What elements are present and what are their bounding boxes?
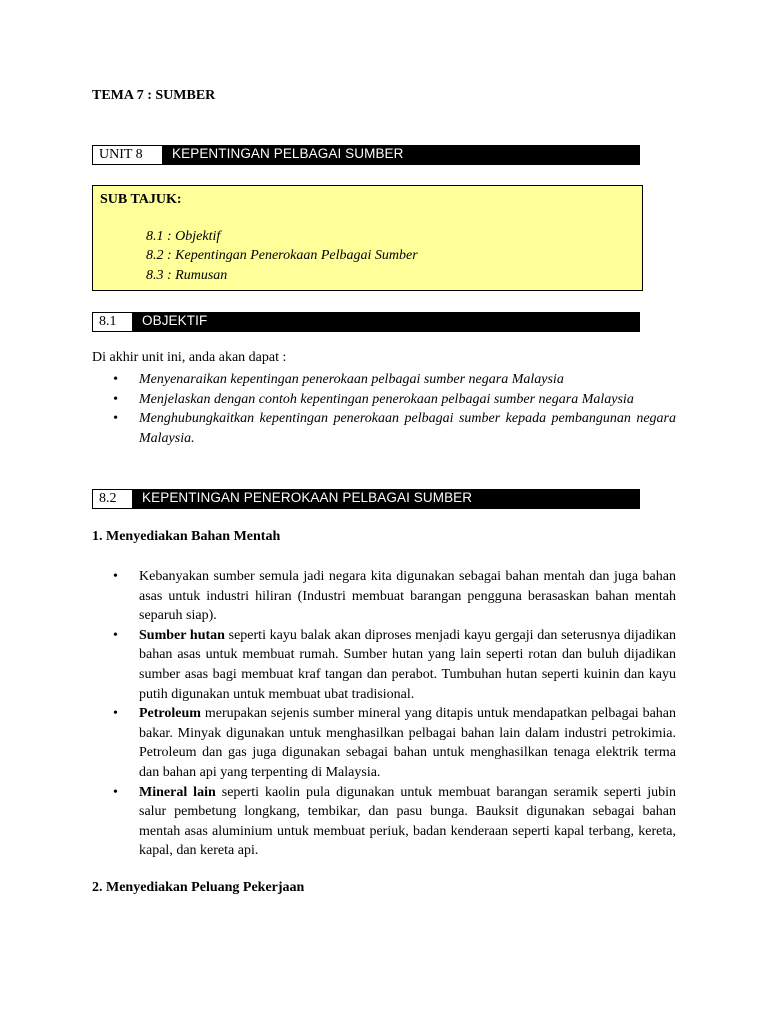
- unit-header-bar: [92, 145, 640, 165]
- point-text: Kebanyakan sumber semula jadi negara kita digunakan sebagai bahan mentah dan juga bahan asas untuk industri hiliran (Industri membuat barangan pengguna berasaskan bahan mentah separuh siap).: [139, 569, 676, 624]
- bullet-icon: •: [113, 784, 118, 800]
- subheading-job-opportunities: 2. Menyediakan Peluang Pekerjaan: [92, 880, 305, 895]
- point-keyword: Petroleum: [139, 706, 201, 722]
- section-number: 8.2: [92, 489, 133, 509]
- unit-number: UNIT 8: [92, 145, 163, 165]
- raw-materials-list: [92, 567, 676, 861]
- unit-title: KEPENTINGAN PELBAGAI SUMBER: [172, 146, 404, 161]
- sub-topic-item: 8.3 : Rumusan: [146, 268, 228, 283]
- section-title: KEPENTINGAN PENEROKAAN PELBAGAI SUMBER: [142, 490, 473, 505]
- list-item: [92, 626, 676, 704]
- point-text: seperti kayu balak akan diproses menjadi kayu gergaji dan seterusnya dijadikan bahan asas untuk membuat rumah. Sumber hutan yang lain seperti rotan dan buluh dijadikan sumber asas bagi membuat kraf tangan dan perabot. Tumbuhan hutan seperti kuinin dan kayu putih digunakan untuk membuat ubat tradisional.: [139, 627, 677, 702]
- subheading-raw-materials: 1. Menyediakan Bahan Mentah: [92, 529, 281, 544]
- list-item: [92, 370, 676, 390]
- sub-topic-box: [92, 185, 643, 291]
- section-8-2-bar: [92, 489, 640, 509]
- list-item: [92, 704, 676, 782]
- theme-title: TEMA 7 : SUMBER: [92, 88, 216, 103]
- point-text: merupakan sejenis sumber mineral yang ditapis untuk mendapatkan pelbagai bahan bakar. Minyak digunakan untuk menghasilkan pelbagai bahan lain dalam industri petrokimia. Petroleum dan gas juga digunakan sebagai bahan untuk menghasilkan tenaga elektrik terma dan bahan api yang terpenting di Malaysia.: [139, 706, 676, 780]
- objective-text: Menjelaskan dengan contoh kepentingan penerokaan pelbagai sumber negara Malaysia: [139, 391, 634, 407]
- sub-topic-title: SUB TAJUK:: [100, 192, 182, 207]
- bullet-icon: •: [113, 569, 118, 584]
- bullet-icon: •: [113, 627, 118, 643]
- list-item: [92, 567, 676, 626]
- objectives-list: [92, 370, 676, 448]
- section-8-1-bar: [92, 312, 640, 332]
- sub-topic-item: 8.1 : Objektif: [146, 229, 221, 244]
- intro-text: Di akhir unit ini, anda akan dapat :: [92, 350, 287, 365]
- objective-text: Menyenaraikan kepentingan penerokaan pelbagai sumber negara Malaysia: [139, 372, 564, 387]
- section-title: OBJEKTIF: [142, 313, 208, 328]
- point-keyword: Mineral lain: [139, 784, 216, 800]
- list-item: [92, 783, 676, 861]
- list-item: [92, 390, 676, 410]
- point-text: seperti kaolin pula digunakan untuk membuat barangan seramik seperti jubin salur pembetung longkang, tembikar, dan pasu bunga. Bauksit digunakan sebagai bahan mentah asas aluminium untuk membuat periuk, badan kenderaan seperti kapal terbang, kereta, kapal, dan kereta api.: [139, 784, 677, 859]
- objective-text: Menghubungkaitkan kepentingan penerokaan pelbagai sumber kepada pembangunan negara Malaysia.: [139, 411, 676, 446]
- bullet-icon: •: [113, 372, 118, 387]
- point-keyword: Sumber hutan: [139, 627, 225, 643]
- section-number: 8.1: [92, 312, 133, 332]
- bullet-icon: •: [113, 706, 118, 722]
- sub-topic-item: 8.2 : Kepentingan Penerokaan Pelbagai Sumber: [146, 248, 418, 263]
- list-item: [92, 409, 676, 448]
- bullet-icon: •: [113, 391, 118, 407]
- bullet-icon: •: [113, 411, 118, 427]
